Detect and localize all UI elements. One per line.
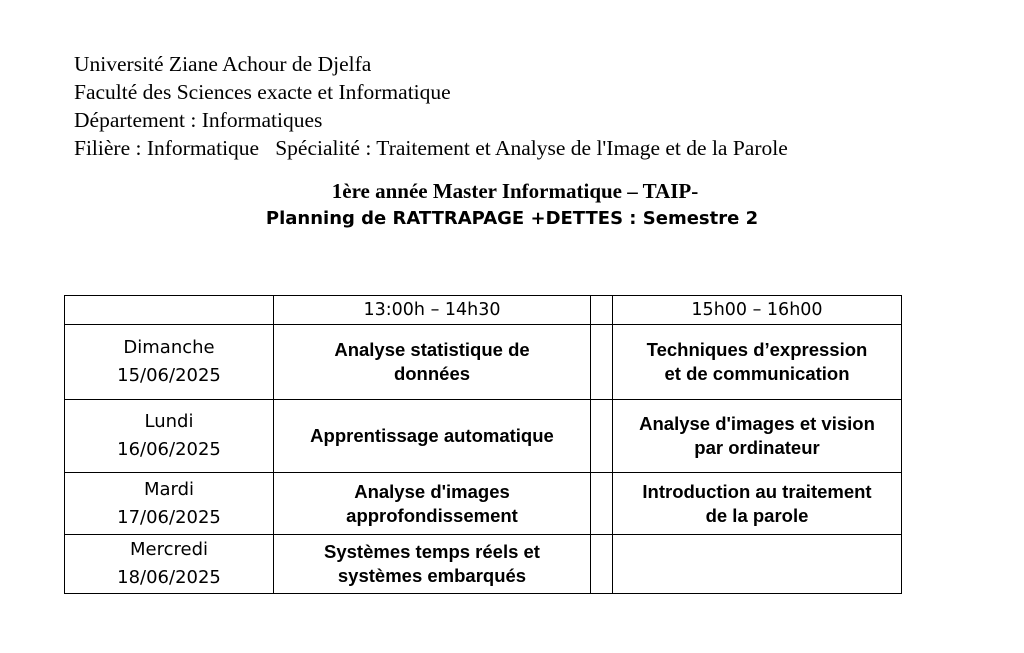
course-cell [613, 400, 902, 473]
day-name: Dimanche [123, 337, 215, 358]
course-cell [613, 473, 902, 535]
spacer-cell [591, 535, 613, 594]
course-cell [274, 400, 591, 473]
department-name: Département : Informatiques [74, 108, 323, 132]
spacer-cell [591, 400, 613, 473]
course-cell [274, 473, 591, 535]
table-row [65, 535, 902, 594]
course-cell [613, 325, 902, 400]
day-name: Mardi [143, 478, 195, 500]
course-line: de la parole [705, 504, 809, 526]
course-line: systèmes embarqués [337, 565, 527, 586]
day-date: 16/06/2025 [117, 439, 221, 460]
day-date: 18/06/2025 [117, 567, 221, 588]
level-title-text: 1ère année Master Informatique – TAIP- [331, 179, 699, 203]
planning-title [0, 206, 1024, 232]
spacer-cell [591, 473, 613, 535]
course-line: par ordinateur [694, 437, 820, 458]
header-empty-cell [65, 296, 274, 325]
table-row [65, 473, 902, 535]
table-header-row [65, 296, 902, 325]
day-date: 17/06/2025 [117, 506, 221, 528]
course-cell [274, 535, 591, 594]
day-cell [65, 473, 274, 535]
day-cell [65, 400, 274, 473]
course-line: et de communication [664, 363, 850, 384]
table-row [65, 400, 902, 473]
course-line: Analyse d'images [354, 480, 510, 502]
course-line: approfondissement [346, 504, 518, 526]
time-slot-1: 13:00h – 14h30 [274, 296, 591, 325]
course-cell [274, 325, 591, 400]
table-row [65, 325, 902, 400]
course-line: données [393, 363, 471, 384]
day-cell [65, 325, 274, 400]
course-line: Analyse d'images et vision [639, 413, 875, 434]
day-name: Lundi [144, 411, 194, 432]
level-title [0, 178, 1024, 204]
course-line: Analyse statistique de [334, 339, 530, 360]
time-slot-2: 15h00 – 16h00 [613, 296, 902, 325]
course-line: Apprentissage automatique [310, 425, 554, 446]
course-line: Techniques d’expression [646, 339, 868, 360]
day-name: Mercredi [129, 539, 208, 560]
university-name: Université Ziane Achour de Djelfa [74, 52, 372, 76]
day-cell [65, 535, 274, 594]
course-line: Introduction au traitement [642, 480, 872, 502]
program-specialty: Filière : Informatique Spécialité : Traitement et Analyse de l'Image et de la Parole [74, 136, 788, 160]
exam-schedule-table [64, 295, 902, 594]
faculty-name: Faculté des Sciences exacte et Informatique [74, 80, 451, 104]
empty-course-cell [613, 535, 902, 594]
planning-title-text: Planning de RATTRAPAGE +DETTES : Semestre 2 [265, 208, 759, 229]
spacer-cell [591, 325, 613, 400]
day-date: 15/06/2025 [117, 365, 221, 386]
course-line: Systèmes temps réels et [324, 541, 540, 562]
institution-header [74, 50, 788, 162]
spacer-cell [591, 296, 613, 325]
